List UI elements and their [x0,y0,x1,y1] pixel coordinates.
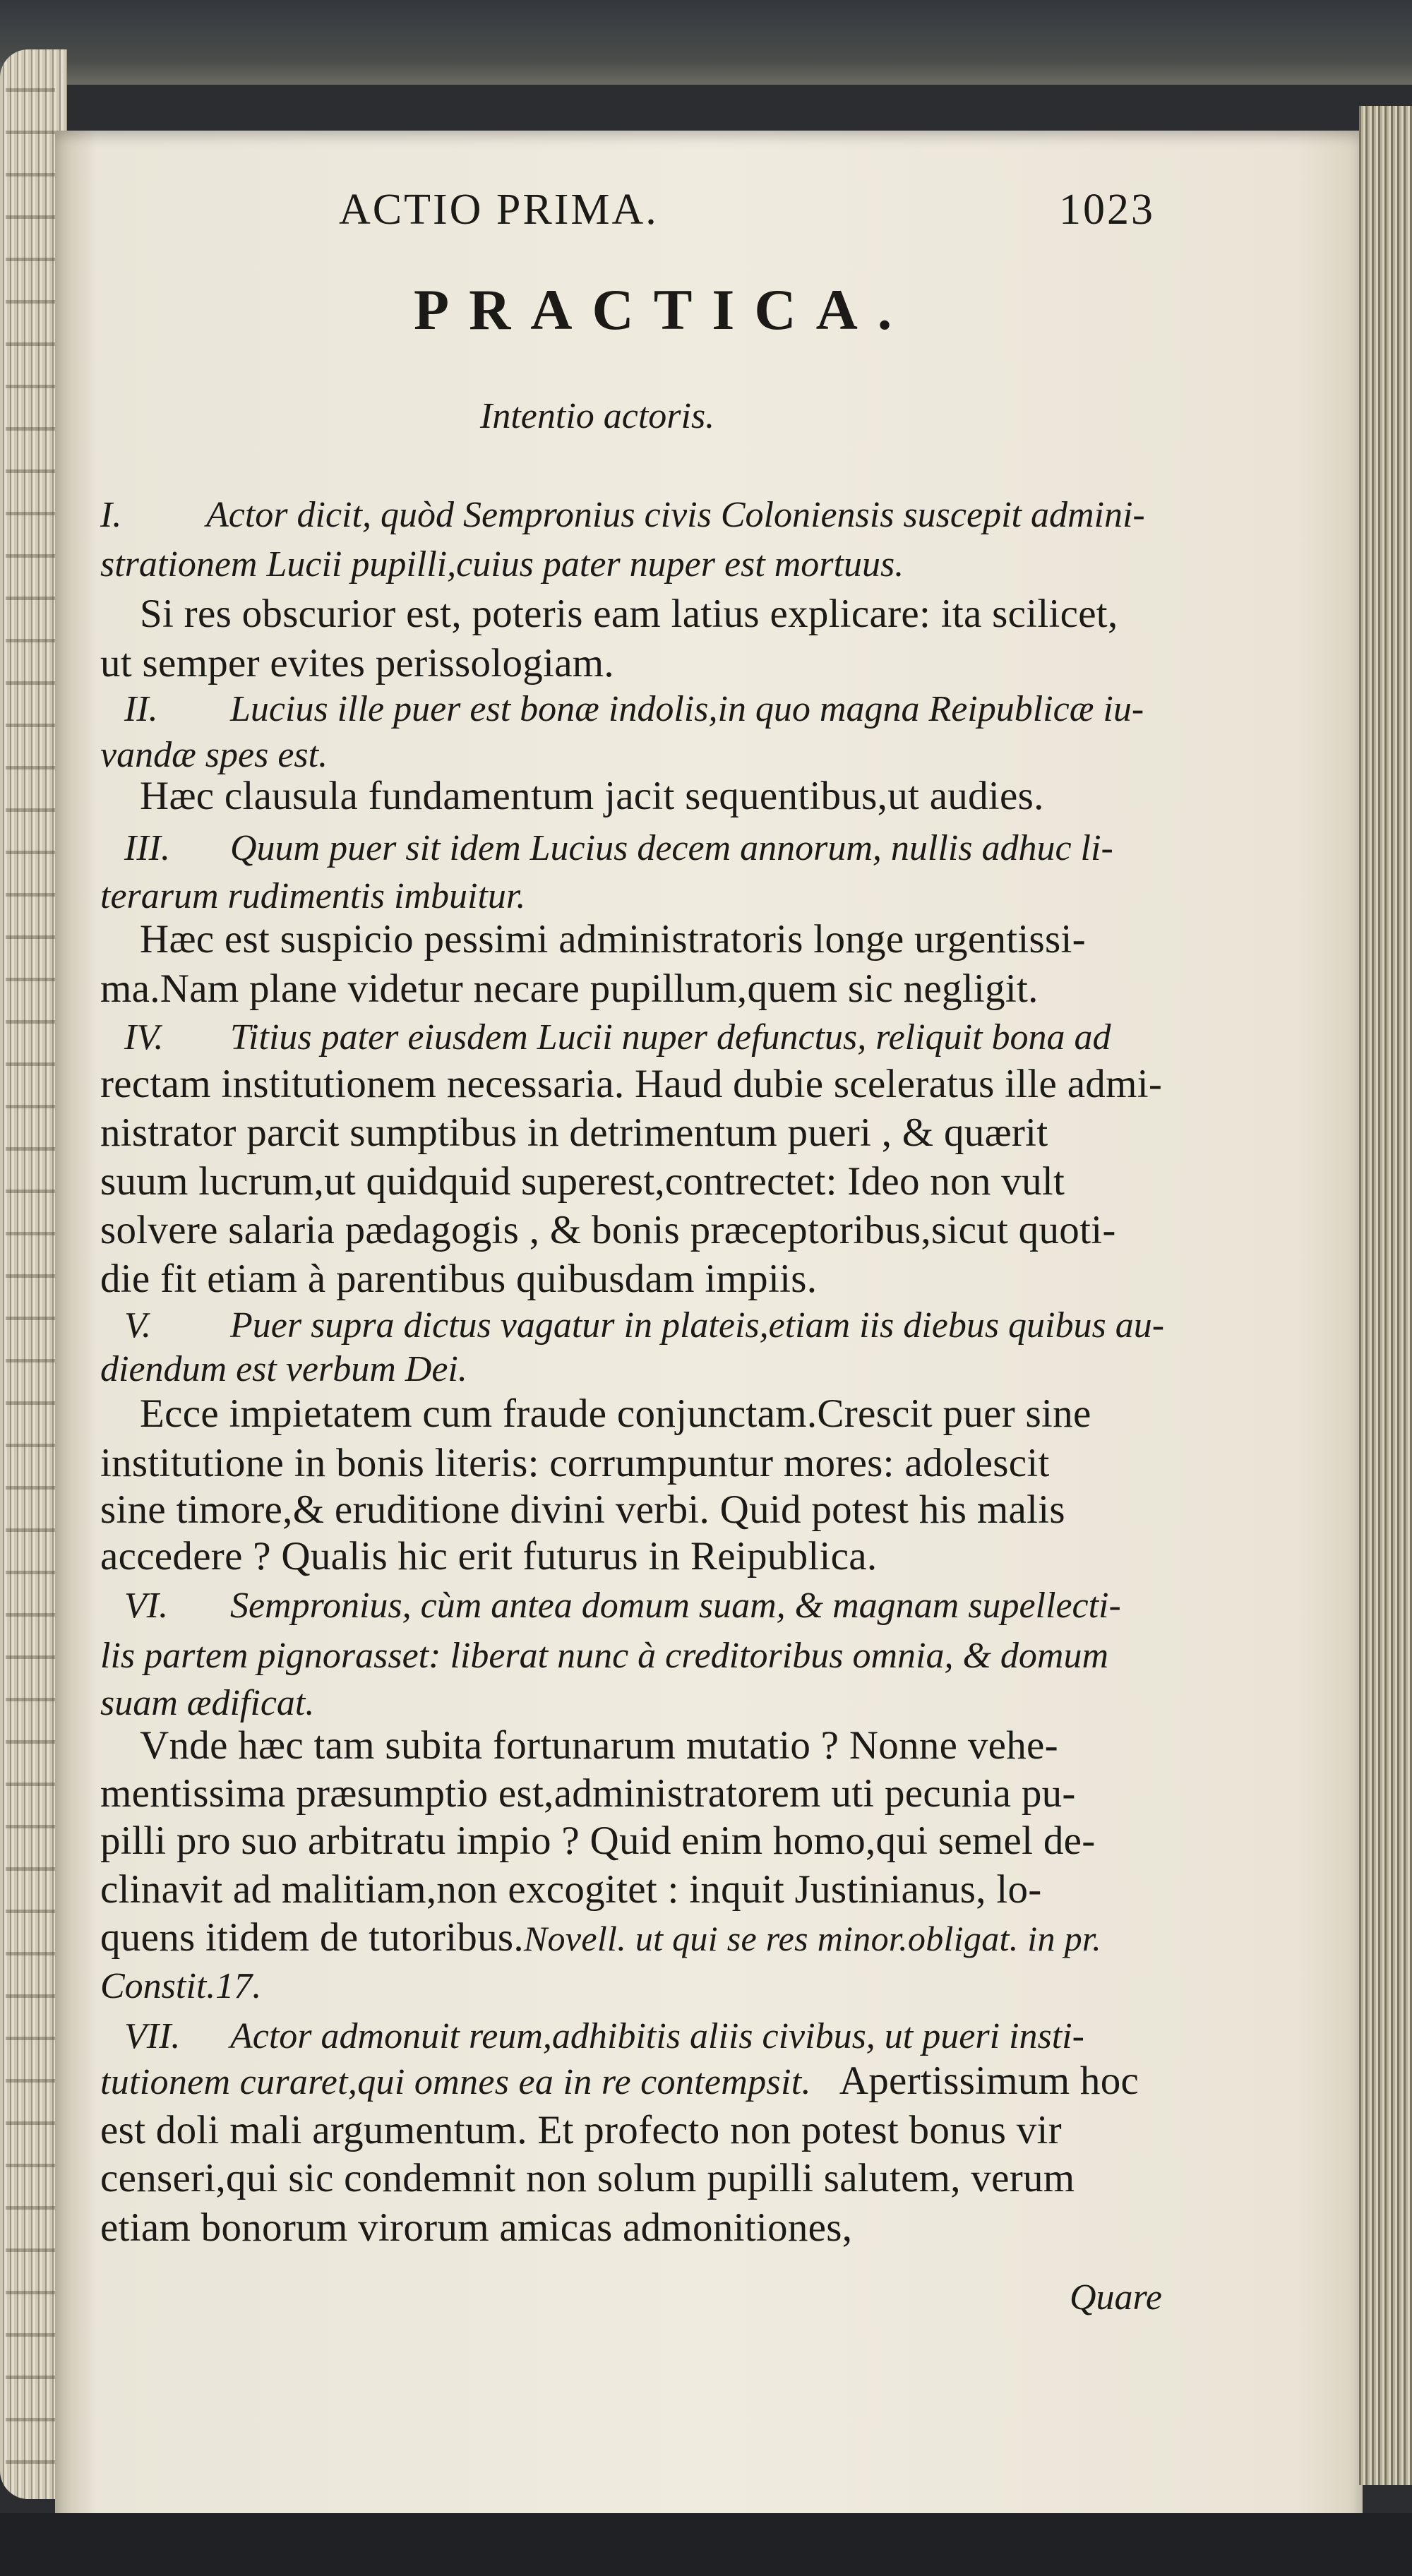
text-line: II. Lucius ille puer est bonæ indolis,in quo magna Reipublicæ iu- [124,689,1144,729]
text-line: pilli pro suo arbitratu impio ? Quid enim homo,qui semel de- [100,1819,1096,1863]
running-head: ACTIO PRIMA. [339,186,659,234]
scan-background-bottom [0,2513,1412,2576]
item-numeral: VI. [124,1586,169,1626]
scan-background-top [0,0,1412,85]
text-line: vandæ spes est. [100,735,328,775]
text-line: Ecce impietatem cum fraude conjunctam.Crescit puer sine [140,1391,1091,1436]
text-line: mentissima præsumptio est,administratorem uti pecunia pu- [100,1771,1076,1816]
text-line: lis partem pignorasset: liberat nunc à creditoribus omnia, & domum [100,1636,1109,1676]
text-line: VI. Sempronius, cùm antea domum suam, & magnam supellecti- [124,1586,1121,1626]
text-line: tutionem curaret,qui omnes ea in re contempsit. Apertissimum hoc [100,2059,1139,2103]
text-line: sine timore,& eruditione divini verbi. Quid potest his malis [100,1487,1065,1532]
page-number: 1023 [1059,186,1155,234]
text-line: solvere salaria pædagogis , & bonis præceptoribus,sicut quoti- [100,1208,1116,1252]
text-line: nistrator parcit sumptibus in detrimentum pueri , & quærit [100,1110,1048,1155]
text-line: est doli mali argumentum. Et profecto non potest bonus vir [100,2108,1062,2152]
text-line: ma.Nam plane videtur necare pupillum,quem sic negligit. [100,966,1039,1011]
page-title: PRACTICA. [414,277,912,342]
item-numeral: I. [100,495,122,535]
text-line: etiam bonorum virorum amicas admonitiones, [100,2205,853,2250]
item-numeral: V. [124,1305,152,1346]
text-line: V. Puer supra dictus vagatur in plateis,etiam iis diebus quibus au- [124,1305,1165,1346]
text-line: die fit etiam à parentibus quibusdam impiis. [100,1257,818,1301]
text-line: terarum rudimentis imbuitur. [100,876,526,916]
text-line: clinavit ad malitiam,non excogitet : inquit Justinianus, lo- [100,1867,1042,1912]
text-line: Hæc clausula fundamentum jacit sequentibus,ut audies. [140,774,1044,818]
text-line: VII. Actor admonuit reum,adhibitis aliis civibus, ut pueri insti- [124,2016,1084,2056]
item-numeral: III. [124,828,170,868]
text-line: Si res obscurior est, poteris eam latius explicare: ita scilicet, [140,592,1118,636]
text-line: Hæc est suspicio pessimi administratoris longe urgentissi- [140,917,1086,961]
text-line: ut semper evites perissologiam. [100,641,614,685]
text-line: III. Quum puer sit idem Lucius decem annorum, nullis adhuc li- [124,828,1113,868]
right-page-edges [1359,106,1412,2485]
text-line: diendum est verbum Dei. [100,1349,467,1389]
text-line: Constit.17. [100,1966,262,2006]
text-line: institutione in bonis literis: corrumpuntur mores: adolescit [100,1441,1050,1485]
text-line: suam ædificat. [100,1683,315,1723]
item-numeral: IV. [124,1017,164,1058]
text-line: strationem Lucii pupilli,cuius pater nuper est mortuus. [100,544,904,585]
text-line: accedere ? Qualis hic erit futurus in Reipublica. [100,1534,878,1578]
text-line: I. Actor dicit, quòd Sempronius civis Coloniensis suscepit admini- [100,495,1145,535]
text-line: quens itidem de tutoribus.Novell. ut qui se res minor.obligat. in pr. [100,1915,1101,1960]
catchword: Quare [1070,2277,1162,2318]
text-line: Vnde hæc tam subita fortunarum mutatio ? Nonne vehe- [140,1723,1058,1768]
text-line: rectam institutionem necessaria. Haud dubie sceleratus ille admi- [100,1062,1163,1106]
item-numeral: II. [124,689,158,729]
text-line: suum lucrum,ut quidquid superest,contrectet: Ideo non vult [100,1159,1065,1204]
item-numeral: VII. [124,2016,181,2056]
text-line: IV. Titius pater eiusdem Lucii nuper defunctus, reliquit bona ad [124,1017,1111,1058]
text-line: censeri,qui sic condemnit non solum pupilli salutem, verum [100,2156,1075,2200]
section-subtitle: Intentio actoris. [480,396,715,436]
